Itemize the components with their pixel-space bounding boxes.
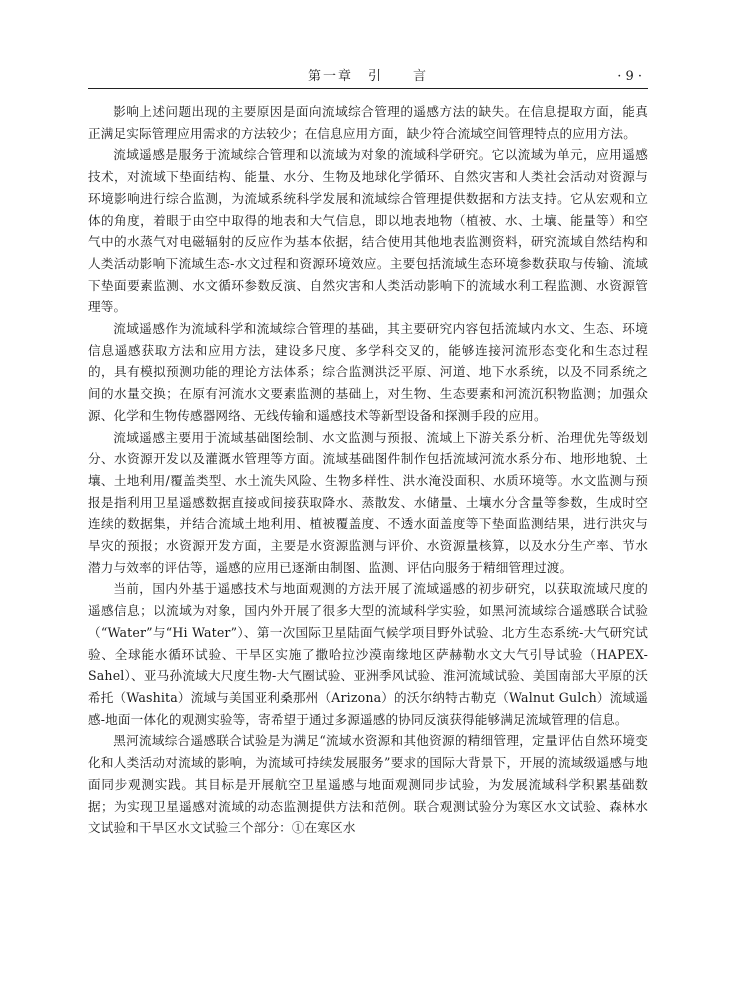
paragraph-research-content: 流域遥感作为流域科学和流域综合管理的基础，其主要研究内容包括流域内水文、生态、环境信息遥感获取方法和应用方法，建设多尺度、多学科交叉的，能够连接河流形态变化和生态过程的，具有模拟预测功能的理论方法体系；综合监测洪泛平原、河道、地下水系统，以及不同系统之间的水量交换；在原有河流水文要素监测的基础上，对生物、生态要素和河流沉积物监测；加强众源、化学和生物传感器网络、无线传输和遥感技术等新型设备和探测手段的应用。 [88,321,648,423]
paragraph-definition: 流域遥感是服务于流域综合管理和以流域为对象的流域科学研究。它以流域为单元，应用遥感技术，对流域下垫面结构、能量、水分、生物及地球化学循环、自然灾害和人类社会活动对资源与环境影响进行综合监测，为流域系统科学发展和流域综合管理提供数据和方法支持。它从宏观和立体的角度，着眼于由空中取得的地表和大气信息，即以地表地物（植被、水、土壤、能量等）和空气中的水蒸气对电磁辐射的反应作为基本依据，结合使用其他地表监测资料，研究流域自然结构和人类活动影响下流域生态-水文过程和资源环境效应。主要包括流域生态环境参数获取与传输、流域下垫面要素监测、水文循环参数反演、自然灾害和人类活动影响下的流域水利工程监测、水资源管理等。 [88,147,648,315]
body-text [88,101,648,839]
paragraph-current-research: 当前，国内外基于遥感技术与地面观测的方法开展了流域遥感的初步研究，以获取流域尺度的遥感信息；以流域为对象，国内外开展了很多大型的流域科学实验，如黑河流域综合遥感联合试验（“Water”与“Hi Water”）、第一次国际卫星陆面气候学项目野外试验、北方生态系统-大气研究试验、全球能水循环试验、干旱区实施了撒哈拉沙漠南缘地区萨赫勒水文大气引导试验（HAPEX-Sahel）、亚马孙流域大尺度生物-大气圈试验、亚洲季风试验、淮河流域试验、美国南部大平原的沃希托（Washita）流域与美国亚利桑那州（Arizona）的沃尔纳特古勒克（Walnut Gulch）流域遥感-地面一体化的观测实验等，寄希望于通过多源遥感的协同反演获得能够满足流域管理的信息。 [88,581,648,727]
running-head [88,66,648,89]
book-page [88,66,648,839]
page-number: · 9 · [617,69,642,84]
paragraph-heihe-experiment: 黑河流域综合遥感联合试验是为满足“流域水资源和其他资源的精细管理，定量评估自然环境变化和人类活动对流域的影响，为流域可持续发展服务”要求的国际大背景下，开展的流域级遥感与地面同步观测实践。其目标是开展航空卫星遥感与地面观测同步试验，为发展流域科学积累基础数据；为实现卫星遥感对流域的动态监测提供方法和范例。联合观测试验分为寒区水文试验、森林水文试验和干旱区水文试验三个部分：①在寒区水 [88,733,648,836]
chapter-title: 第一章 引 言 [307,69,428,84]
paragraph-applications: 流域遥感主要用于流域基础图绘制、水文监测与预报、流域上下游关系分析、治理优先等级划分、水资源开发以及灌溉水管理等方面。流域基础图件制作包括流域河流水系分布、地形地貌、土壤、土地利用/覆盖类型、水土流失风险、生物多样性、洪水淹没面积、水质环境等。水文监测与预报是指利用卫星遥感数据直接或间接获取降水、蒸散发、水储量、土壤水分含量等参数，生成时空连续的数据集，并结合流域土地利用、植被覆盖度、不透水面盖度等下垫面监测结果，进行洪灾与旱灾的预报；水资源开发方面，主要是水资源监测与评价、水资源量核算，以及水分生产率、节水潜力与效率的评估等，遥感的应用已逐渐由制图、监测、评估向服务于精细管理过渡。 [88,429,648,575]
paragraph-causes: 影响上述问题出现的主要原因是面向流域综合管理的遥感方法的缺失。在信息提取方面，能真正满足实际管理应用需求的方法较少；在信息应用方面，缺少符合流域空间管理特点的应用方法。 [88,104,648,141]
